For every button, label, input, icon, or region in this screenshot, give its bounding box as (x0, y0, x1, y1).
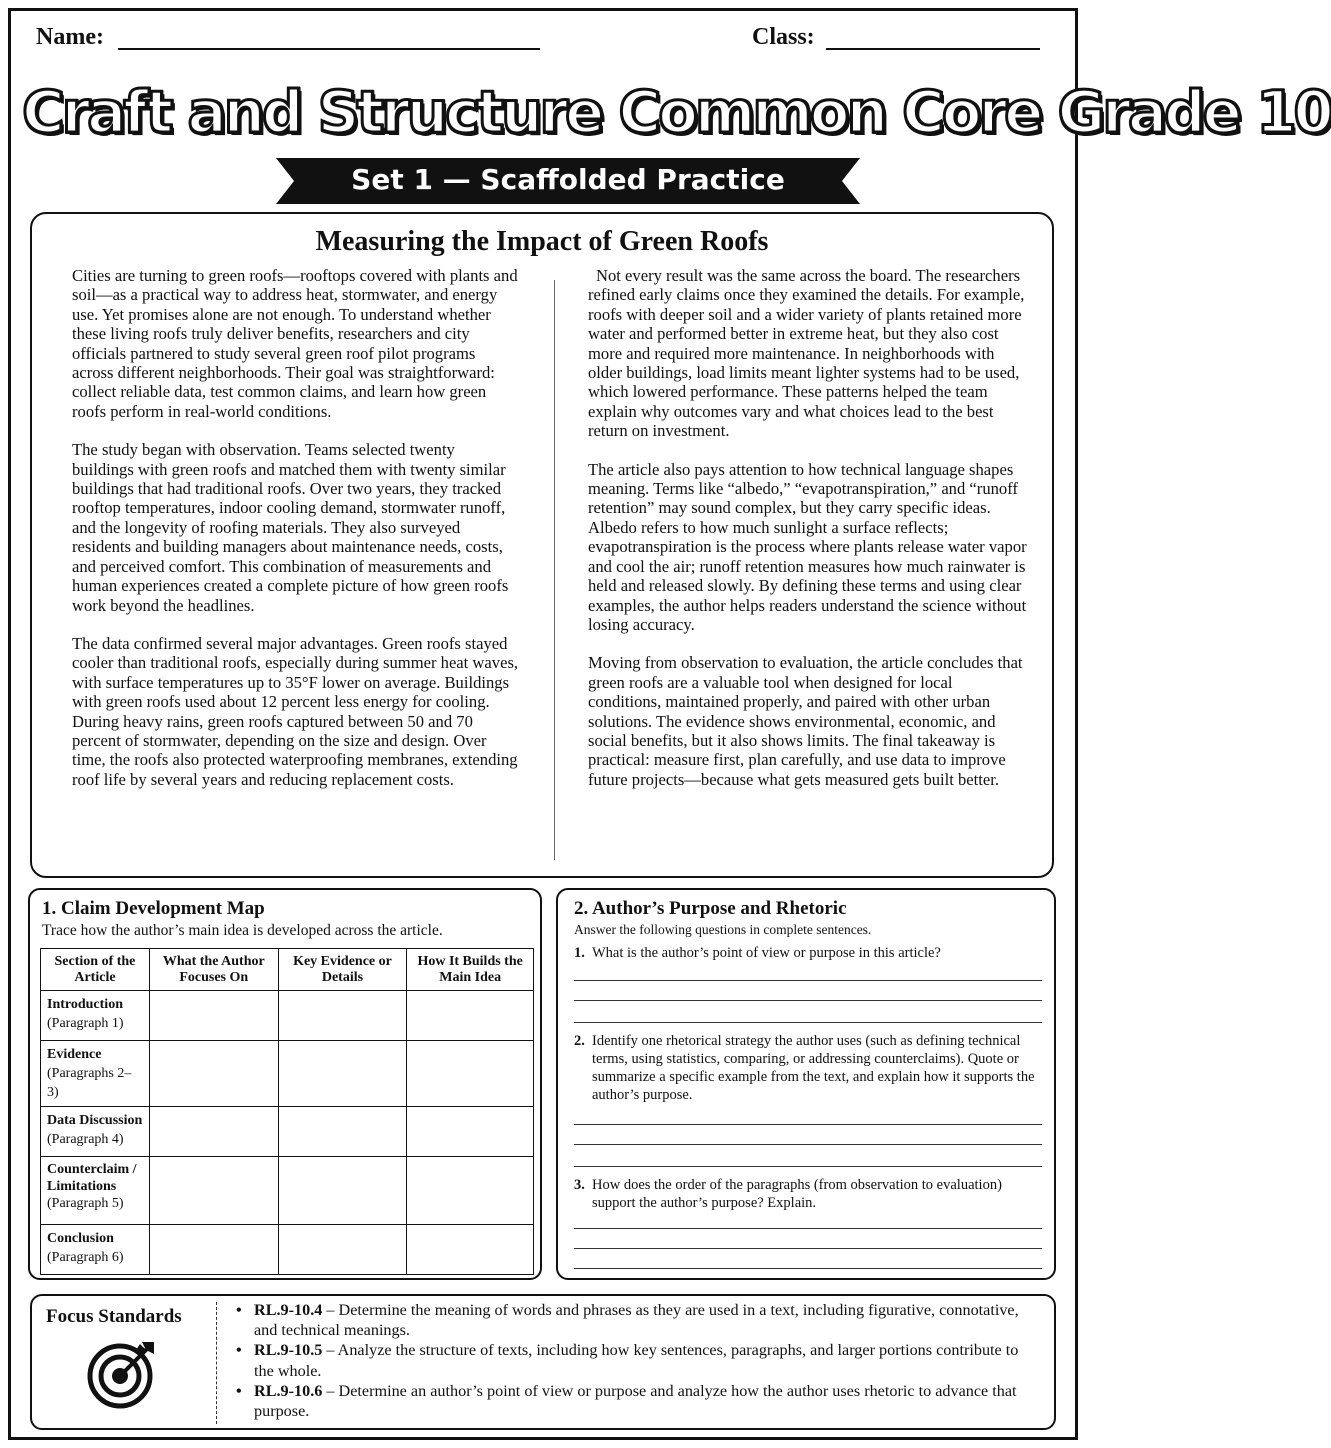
row-header (41, 1041, 150, 1107)
question-number: 3. (574, 1177, 585, 1193)
class-field[interactable] (826, 24, 1040, 50)
row-title: Evidence (47, 1047, 102, 1062)
row-paragraph: (Paragraphs 2–3) (47, 1066, 132, 1100)
standard-code: RL.9-10.5 (254, 1341, 323, 1360)
row-title: Counterclaim / Limitations (47, 1162, 137, 1194)
answer-cell[interactable] (278, 1225, 407, 1275)
column-header: Key Evidence or Details (278, 949, 407, 991)
question-text: Identify one rhetorical strategy the author uses (such as defining technical terms, using statistics, comparing, or addressing counterclaims). Quote or summarize a specific example from the text, and explain how it supports the author’s purpose. (592, 1033, 1035, 1103)
answer-cell[interactable] (278, 1107, 407, 1157)
focus-standards-box (30, 1294, 1056, 1430)
answer-cell[interactable] (407, 1041, 534, 1107)
row-title: Data Discussion (47, 1113, 143, 1128)
purpose-subtitle: Answer the following questions in complete sentences. (574, 922, 872, 937)
name-label: Name: (36, 24, 104, 50)
question-number: 1. (574, 945, 585, 961)
answer-cell[interactable] (149, 1157, 278, 1225)
answer-line[interactable] (574, 1000, 1042, 1001)
standard-item (232, 1300, 1032, 1340)
answer-line[interactable] (574, 1166, 1042, 1167)
answer-cell[interactable] (278, 991, 407, 1041)
table-row (41, 991, 534, 1041)
focus-divider (216, 1302, 217, 1424)
column-header: Section of the Article (41, 949, 150, 991)
column-divider (554, 280, 555, 860)
table-row (41, 1225, 534, 1275)
answer-line[interactable] (574, 1022, 1042, 1023)
article-paragraph-5: The article also pays attention to how technical language shapes meaning. Terms like “albedo,” “evapotranspiration,” and “runoff retention” may sound complex, but they carry specific ideas. Albedo refers to how much sunlight a surface reflects; evapotranspiration is the process where plants release water vapor and cool the air; runoff retention measures how much rainwater is held and released slowly. By defining these terms and using clear examples, the author helps readers understand the science without losing accuracy. (588, 459, 1027, 634)
question-number: 2. (574, 1033, 585, 1049)
article-paragraph-1: Cities are turning to green roofs—rooftops covered with plants and soil—as a practical way to address heat, stormwater, and energy use. Yet promises alone are not enough. To understand whether these living roofs truly deliver benefits, researchers and city officials partnered to study several green roof pilot programs across different neighborhoods. Their goal was straightforward: collect reliable data, test common claims, and learn how green roofs perform in real-world conditions. (72, 266, 518, 421)
standard-text: – Determine the meaning of words and phrases as they are used in a text, including figurative, connotative, and technical meanings. (254, 1301, 1019, 1340)
answer-cell[interactable] (149, 991, 278, 1041)
column-header: How It Builds the Main Idea (407, 949, 534, 991)
answer-cell[interactable] (407, 1157, 534, 1225)
answer-cell[interactable] (149, 1225, 278, 1275)
row-title: Introduction (47, 997, 123, 1012)
answer-cell[interactable] (149, 1107, 278, 1157)
focus-title: Focus Standards (46, 1306, 182, 1327)
article-title: Measuring the Impact of Green Roofs (315, 226, 769, 257)
standards-list (232, 1300, 1032, 1421)
answer-cell[interactable] (407, 1107, 534, 1157)
article-paragraph-2: The study began with observation. Teams selected twenty buildings with green roofs and matched them with twenty similar buildings that had traditional roofs. Over two years, they tracked rooftop temperatures, indoor cooling demand, stormwater runoff, and the longevity of roofing materials. They also surveyed residents and building managers about maintenance needs, costs, and perceived comfort. This combination of measurements and human experiences created a complete picture of how green roofs work beyond the headlines. (72, 440, 509, 615)
answer-cell[interactable] (407, 1225, 534, 1275)
table-row (41, 1107, 534, 1157)
answer-line[interactable] (574, 1248, 1042, 1249)
row-paragraph: (Paragraph 5) (47, 1196, 124, 1211)
authors-purpose-box (556, 888, 1056, 1280)
claim-development-map-box (28, 888, 542, 1280)
row-header (41, 1157, 150, 1225)
claim-map-title: 1. Claim Development Map (42, 898, 265, 919)
article-column-left (72, 266, 520, 808)
article-box (30, 212, 1054, 878)
row-header (41, 1107, 150, 1157)
standard-code: RL.9-10.4 (254, 1301, 323, 1319)
name-field[interactable] (118, 24, 540, 50)
question-2 (574, 1032, 1044, 1104)
table-row (41, 1157, 534, 1225)
row-header (41, 1225, 150, 1275)
question-3 (574, 1176, 1044, 1212)
answer-cell[interactable] (407, 991, 534, 1041)
row-header (41, 991, 150, 1041)
answer-cell[interactable] (149, 1041, 278, 1107)
worksheet-title: Craft and Structure Common Core Grade 10 (22, 78, 1331, 146)
answer-cell[interactable] (278, 1041, 407, 1107)
standard-text: – Analyze the structure of texts, including how key sentences, paragraphs, and larger portions contribute to the whole. (254, 1341, 1019, 1380)
row-title: Conclusion (47, 1231, 114, 1246)
claim-map-subtitle: Trace how the author’s main idea is developed across the article. (42, 922, 443, 939)
answer-line[interactable] (574, 1228, 1042, 1229)
table-row (41, 1041, 534, 1107)
question-1 (574, 944, 1044, 962)
target-icon (86, 1338, 158, 1410)
standard-item (232, 1340, 1032, 1380)
claim-map-table (40, 948, 534, 1275)
question-text: What is the author’s point of view or purpose in this article? (592, 945, 941, 961)
ribbon-label: Set 1 — Scaffolded Practice (351, 163, 785, 196)
article-paragraph-6: Moving from observation to evaluation, the article concludes that green roofs are a valuable tool when designed for local conditions, maintained properly, and paired with other urban solutions. The evidence shows environmental, economic, and social benefits, but it also shows limits. The final takeaway is practical: measure first, plan carefully, and use data to improve future projects—because what gets measured gets built better. (588, 653, 1023, 789)
standard-item (232, 1381, 1032, 1421)
row-paragraph: (Paragraph 1) (47, 1016, 124, 1031)
article-paragraph-3: The data confirmed several major advantages. Green roofs stayed cooler than traditional roofs, especially during summer heat waves, with surface temperatures up to 35°F lower on average. Buildings with green roofs used about 12 percent less energy for cooling. During heavy rains, green roofs captured between 50 and 70 percent of stormwater, depending on the size and design. Over time, the roofs also protected waterproofing membranes, extending roof life by several years and reducing replacement costs. (72, 633, 519, 789)
class-label: Class: (752, 24, 815, 50)
answer-line[interactable] (574, 980, 1042, 981)
article-paragraph-4: Not every result was the same across the board. The researchers refined early claims once they examined the details. For example, roofs with deeper soil and a wider variety of plants retained more water and performed better in extreme heat, but they also cost more and required more maintenance. In neighborhoods with older buildings, load limits meant lighter systems had to be used, which lowered performance. These patterns helped the team explain why outcomes vary and what choices lead to the best return on investment. (588, 266, 1025, 441)
answer-cell[interactable] (278, 1157, 407, 1225)
answer-line[interactable] (574, 1144, 1042, 1145)
row-paragraph: (Paragraph 4) (47, 1132, 124, 1147)
article-column-right (588, 266, 1028, 808)
standard-text: – Determine an author’s point of view or purpose and analyze how the author uses rhetoric to advance that purpose. (254, 1381, 1017, 1421)
answer-line[interactable] (574, 1268, 1042, 1269)
table-header-row (41, 949, 534, 991)
standard-code: RL.9-10.6 (254, 1381, 323, 1400)
purpose-title: 2. Author’s Purpose and Rhetoric (574, 898, 847, 919)
set-ribbon (276, 158, 860, 204)
name-class-row (36, 24, 1046, 58)
column-header: What the Author Focuses On (149, 949, 278, 991)
question-text: How does the order of the paragraphs (from observation to evaluation) support the author’s purpose? Explain. (592, 1177, 1002, 1211)
row-paragraph: (Paragraph 6) (47, 1250, 124, 1265)
answer-line[interactable] (574, 1124, 1042, 1125)
